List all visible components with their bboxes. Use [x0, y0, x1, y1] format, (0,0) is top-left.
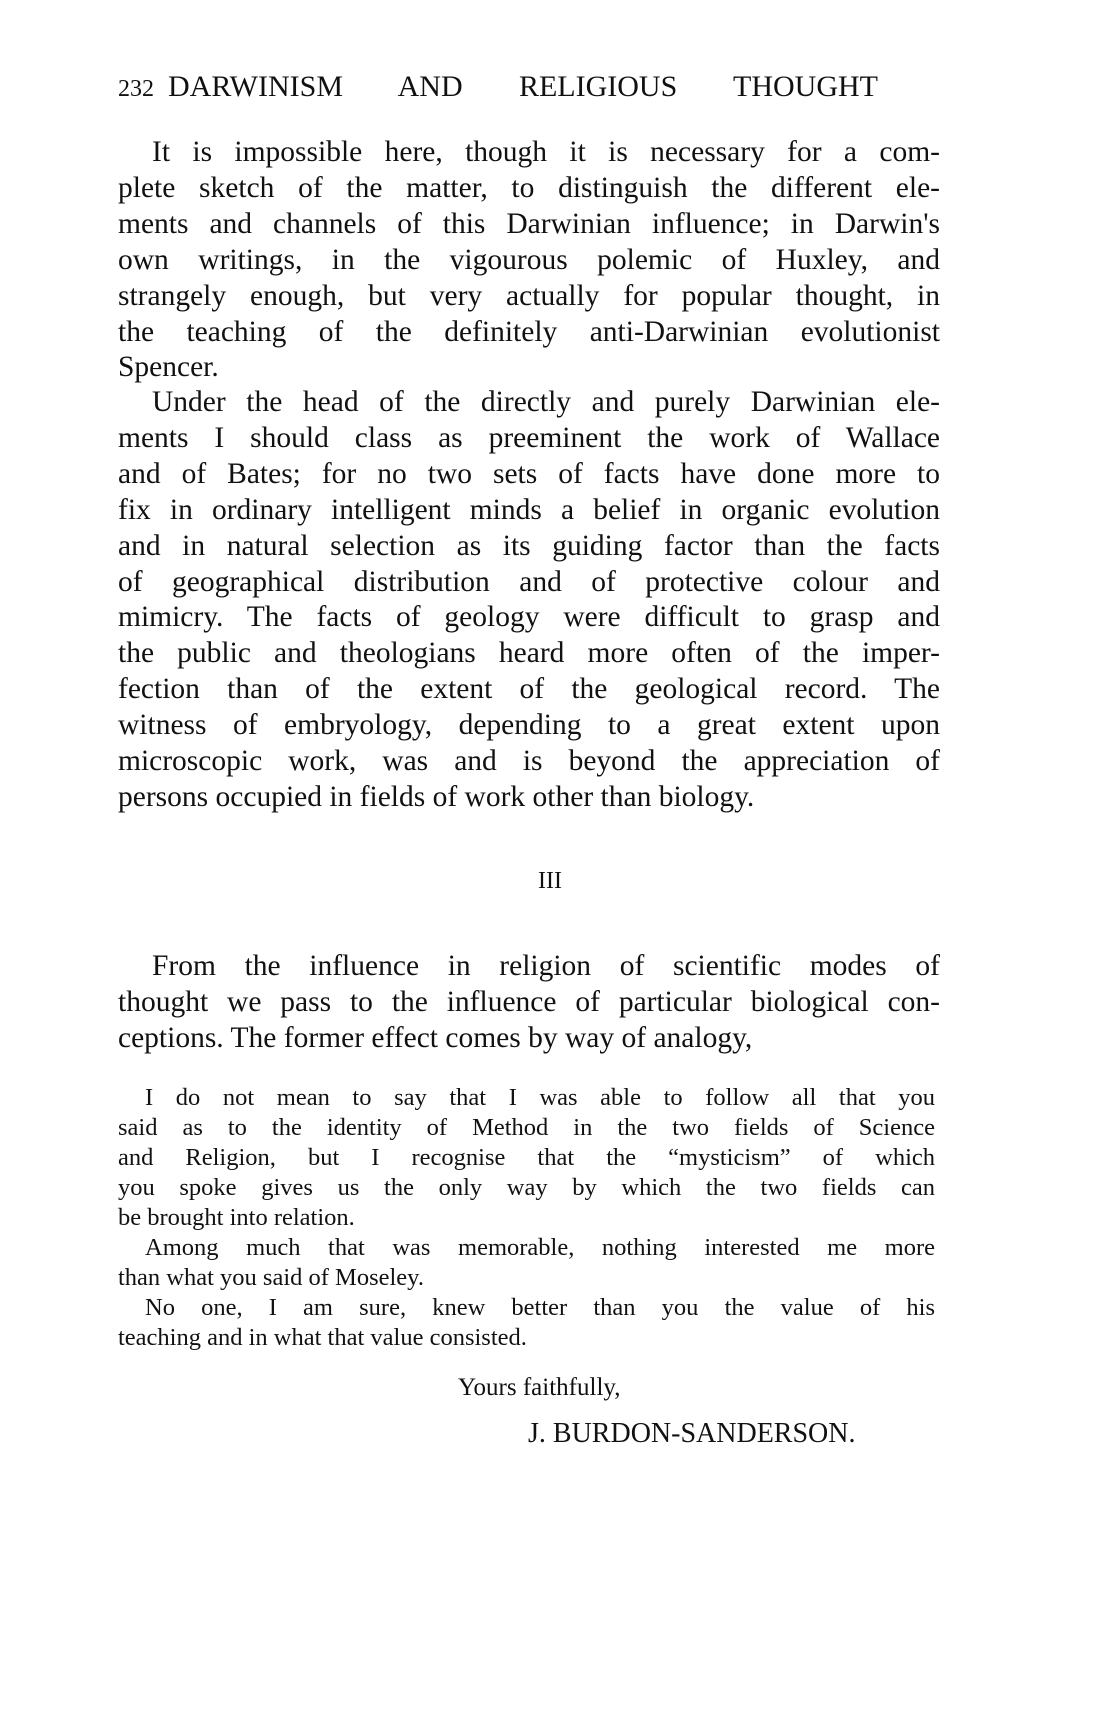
footnote-line: said as to the identity of Method in the two fields of Science [118, 1114, 935, 1141]
signature: J. BURDON-SANDERSON. [528, 1418, 856, 1449]
body-line: and of Bates; for no two sets of facts have done more to [118, 457, 940, 490]
body-line: and in natural selection as its guiding factor than the facts [118, 529, 940, 562]
footnote-line: teaching and in what that value consisted. [118, 1324, 527, 1351]
body-line: plete sketch of the matter, to distinguish the different ele- [118, 171, 940, 204]
body-line: the public and theologians heard more often of the imper- [118, 637, 940, 670]
body-line: the teaching of the definitely anti-Darwinian evolutionist [118, 315, 940, 348]
footnote-line: than what you said of Moseley. [118, 1264, 424, 1291]
body-line: mimicry. The facts of geology were difficult to grasp and [118, 601, 940, 634]
body-line: It is impossible here, though it is necessary for a com- [152, 136, 940, 168]
footnote-line: No one, I am sure, knew better than you the value of his [145, 1294, 935, 1321]
footnote-line: be brought into relation. [118, 1204, 355, 1231]
footnote-line: Among much that was memorable, nothing interested me more [145, 1234, 935, 1261]
footnote-line: I do not mean to say that I was able to follow all that you [145, 1084, 935, 1111]
body-line: own writings, in the vigourous polemic of Huxley, and [118, 243, 940, 276]
running-title: DARWINISM AND RELIGIOUS THOUGHT [168, 70, 878, 103]
body-line: thought we pass to the influence of particular biological con- [118, 985, 940, 1018]
body-line: From the influence in religion of scientific modes of [152, 950, 940, 982]
footnote-line: and Religion, but I recognise that the “mysticism” of which [118, 1144, 935, 1171]
page-number: 232 [118, 76, 154, 102]
running-header [118, 70, 878, 104]
body-line: strangely enough, but very actually for popular thought, in [118, 279, 940, 312]
closing: Yours faithfully, [458, 1374, 621, 1401]
body-line: ments and channels of this Darwinian influence; in Darwin's [118, 207, 940, 240]
body-line: fix in ordinary intelligent minds a belief in organic evolution [118, 493, 940, 526]
body-line: Under the head of the directly and purely Darwinian ele- [152, 386, 940, 418]
body-line: persons occupied in fields of work other than biology. [118, 780, 755, 813]
body-line: ments I should class as preeminent the work of Wallace [118, 421, 940, 454]
body-line: Spencer. [118, 351, 219, 384]
section-heading: III [538, 868, 562, 894]
body-line: fection than of the extent of the geological record. The [118, 673, 940, 706]
body-line: ceptions. The former effect comes by way of analogy, [118, 1021, 753, 1054]
body-line: witness of embryology, depending to a great extent upon [118, 709, 940, 742]
body-line: microscopic work, was and is beyond the appreciation of [118, 745, 940, 777]
body-line: of geographical distribution and of protective colour and [118, 565, 940, 598]
footnote-line: you spoke gives us the only way by which the two fields can [118, 1174, 935, 1201]
